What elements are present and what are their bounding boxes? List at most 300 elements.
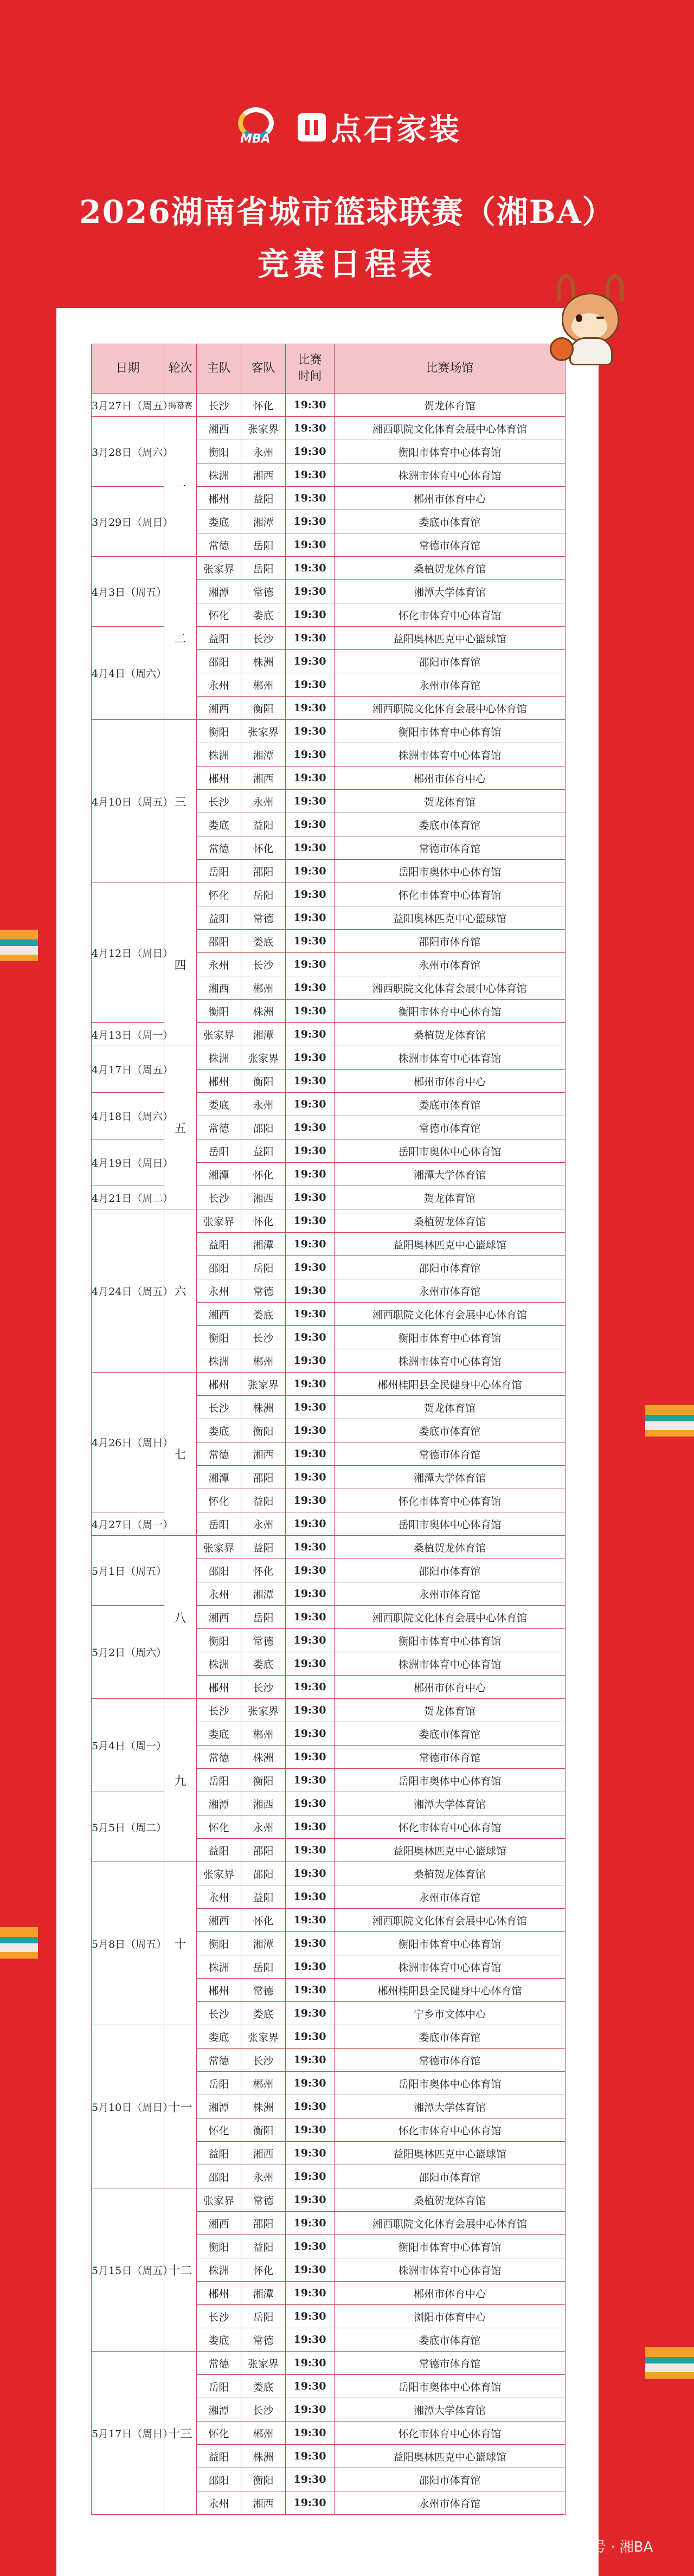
cell-away: 常德: [241, 2328, 286, 2352]
header-time-line1: 比赛: [298, 353, 322, 367]
cell-venue: 岳阳市奥体中心体育馆: [335, 860, 566, 883]
cell-venue: 湘西职院文化体育会展中心体育馆: [335, 417, 566, 440]
cell-home: 株洲: [197, 2258, 241, 2282]
cell-home: 长沙: [197, 1186, 241, 1209]
cell-venue: 株洲市体育中心体育馆: [335, 1046, 566, 1070]
cell-home: 常德: [197, 533, 241, 557]
cell-home: 益阳: [197, 1839, 241, 1862]
cell-away: 株洲: [241, 2095, 286, 2118]
cell-away: 怀化: [241, 394, 286, 417]
cell-home: 娄底: [197, 2328, 241, 2352]
cell-venue: 娄底市体育馆: [335, 1419, 566, 1442]
cell-time: 19:30: [286, 883, 335, 906]
cell-date: 4月27日（周一）: [92, 1512, 164, 1536]
cell-round: 揭幕赛: [164, 394, 197, 417]
cell-home: 岳阳: [197, 1139, 241, 1163]
cell-venue: 衡阳市体育中心体育馆: [335, 1932, 566, 1955]
watermark: [537, 2536, 653, 2556]
cell-time: 19:30: [286, 860, 335, 883]
cell-time: 19:30: [286, 1209, 335, 1233]
mba-logo-text: MBA: [240, 132, 271, 146]
cell-away: 娄底: [241, 1303, 286, 1326]
cell-away: 岳阳: [241, 533, 286, 557]
header-date: 日期: [92, 344, 164, 394]
cell-venue: 郴州市体育中心: [335, 1070, 566, 1093]
cell-time: 19:30: [286, 1396, 335, 1419]
cell-time: 19:30: [286, 1559, 335, 1582]
cell-time: 19:30: [286, 790, 335, 813]
cell-time: 19:30: [286, 1442, 335, 1466]
cell-venue: 株洲市体育中心体育馆: [335, 2258, 566, 2282]
cell-away: 湘西: [241, 1792, 286, 1815]
cell-home: 张家界: [197, 1536, 241, 1559]
cell-date: 5月1日（周五）: [92, 1536, 164, 1606]
cell-home: 衡阳: [197, 440, 241, 463]
cell-venue: 岳阳市奥体中心体育馆: [335, 1512, 566, 1536]
cell-home: 湘潭: [197, 1792, 241, 1815]
cell-venue: 郴州桂阳县全民健身中心体育馆: [335, 1979, 566, 2002]
cell-date: 3月29日（周日）: [92, 487, 164, 557]
cell-home: 永州: [197, 1885, 241, 1909]
cell-home: 衡阳: [197, 1000, 241, 1023]
cell-away: 湘潭: [241, 2282, 286, 2305]
cell-time: 19:30: [286, 510, 335, 533]
cell-away: 张家界: [241, 1699, 286, 1722]
cell-venue: 娄底市体育馆: [335, 2328, 566, 2352]
deer-mascot-icon: [548, 271, 629, 363]
cell-home: 衡阳: [197, 720, 241, 743]
cell-home: 娄底: [197, 1722, 241, 1746]
cell-home: 娄底: [197, 1419, 241, 1442]
cell-away: 郴州: [241, 673, 286, 697]
cell-home: 郴州: [197, 1979, 241, 2002]
cell-venue: 益阳奥林匹克中心篮球馆: [335, 1233, 566, 1256]
cell-home: 长沙: [197, 2002, 241, 2025]
cell-time: 19:30: [286, 976, 335, 1000]
cell-away: 常德: [241, 580, 286, 603]
cell-away: 邵阳: [241, 1116, 286, 1139]
cell-venue: 常德市体育馆: [335, 1116, 566, 1139]
cell-home: 湘潭: [197, 1163, 241, 1186]
table-row: [92, 1792, 566, 1815]
cell-time: 19:30: [286, 1279, 335, 1303]
cell-away: 湘潭: [241, 510, 286, 533]
cell-time: 19:30: [286, 2235, 335, 2258]
cell-venue: 怀化市体育中心体育馆: [335, 2422, 566, 2445]
cell-date: 5月15日（周五）: [92, 2188, 164, 2352]
table-row: [92, 2025, 566, 2049]
cell-home: 益阳: [197, 1233, 241, 1256]
cell-time: 19:30: [286, 2282, 335, 2305]
cell-time: 19:30: [286, 767, 335, 790]
cell-round: 七: [164, 1373, 197, 1536]
cell-home: 常德: [197, 2049, 241, 2072]
table-row: [92, 2188, 566, 2212]
cell-home: 衡阳: [197, 1932, 241, 1955]
cell-venue: 娄底市体育馆: [335, 510, 566, 533]
cell-home: 郴州: [197, 767, 241, 790]
cell-away: 益阳: [241, 2235, 286, 2258]
table-row: [92, 1536, 566, 1559]
decor-stripe-right-1: [645, 1405, 694, 1437]
cell-venue: 湘潭大学体育馆: [335, 580, 566, 603]
cell-venue: 益阳奥林匹克中心篮球馆: [335, 2142, 566, 2165]
cell-home: 邵阳: [197, 2165, 241, 2188]
cell-home: 常德: [197, 1116, 241, 1139]
cell-time: 19:30: [286, 1815, 335, 1839]
cell-venue: 贺龙体育馆: [335, 394, 566, 417]
cell-home: 衡阳: [197, 1629, 241, 1652]
cell-time: 19:30: [286, 650, 335, 673]
cell-venue: 湘西职院文化体育会展中心体育馆: [335, 1909, 566, 1932]
cell-home: 长沙: [197, 1396, 241, 1419]
cell-date: 5月10日（周日）: [92, 2025, 164, 2188]
cell-home: 湘西: [197, 976, 241, 1000]
cell-venue: 常德市体育馆: [335, 1746, 566, 1769]
table-row: [92, 1139, 566, 1163]
cell-away: 张家界: [241, 720, 286, 743]
cell-away: 张家界: [241, 417, 286, 440]
cell-away: 株洲: [241, 1000, 286, 1023]
cell-away: 衡阳: [241, 1769, 286, 1792]
cell-home: 株洲: [197, 743, 241, 767]
cell-home: 常德: [197, 1442, 241, 1466]
table-row: [92, 1862, 566, 1885]
cell-venue: 郴州市体育中心: [335, 487, 566, 510]
cell-home: 常德: [197, 1746, 241, 1769]
cell-away: 长沙: [241, 2398, 286, 2422]
cell-time: 19:30: [286, 1233, 335, 1256]
cell-venue: 岳阳市奥体中心体育馆: [335, 1139, 566, 1163]
cell-time: 19:30: [286, 1349, 335, 1373]
cell-home: 常德: [197, 836, 241, 860]
cell-time: 19:30: [286, 2188, 335, 2212]
cell-venue: 怀化市体育中心体育馆: [335, 883, 566, 906]
cell-away: 湘西: [241, 1186, 286, 1209]
sponsor-logos: [0, 108, 694, 146]
cell-away: 怀化: [241, 1209, 286, 1233]
cell-away: 衡阳: [241, 2118, 286, 2142]
cell-venue: 湘潭大学体育馆: [335, 2095, 566, 2118]
cell-venue: 贺龙体育馆: [335, 1186, 566, 1209]
cell-venue: 浏阳市体育中心: [335, 2305, 566, 2328]
cell-home: 湘潭: [197, 1466, 241, 1489]
cell-away: 常德: [241, 2188, 286, 2212]
table-row: [92, 1186, 566, 1209]
cell-home: 长沙: [197, 790, 241, 813]
cell-time: 19:30: [286, 580, 335, 603]
cell-time: 19:30: [286, 673, 335, 697]
cell-away: 张家界: [241, 2025, 286, 2049]
cell-away: 衡阳: [241, 1070, 286, 1093]
cell-away: 娄底: [241, 2375, 286, 2398]
cell-venue: 常德市体育馆: [335, 2049, 566, 2072]
cell-away: 益阳: [241, 487, 286, 510]
cell-time: 19:30: [286, 813, 335, 836]
cell-home: 永州: [197, 1279, 241, 1303]
cell-venue: 益阳奥林匹克中心篮球馆: [335, 2445, 566, 2468]
cell-venue: 湘潭大学体育馆: [335, 1792, 566, 1815]
cell-venue: 桑植贺龙体育馆: [335, 557, 566, 580]
cell-venue: 常德市体育馆: [335, 1442, 566, 1466]
cell-away: 常德: [241, 906, 286, 930]
cell-round: 六: [164, 1209, 197, 1373]
cell-home: 衡阳: [197, 1326, 241, 1349]
cell-home: 湘西: [197, 1909, 241, 1932]
cell-venue: 邵阳市体育馆: [335, 650, 566, 673]
cell-time: 19:30: [286, 1093, 335, 1116]
cell-away: 益阳: [241, 1489, 286, 1512]
cell-venue: 怀化市体育中心体育馆: [335, 1815, 566, 1839]
header-venue: 比赛场馆: [335, 344, 566, 394]
schedule-table: [91, 344, 566, 2515]
cell-home: 永州: [197, 1582, 241, 1606]
cell-time: 19:30: [286, 2258, 335, 2282]
cell-time: 19:30: [286, 2491, 335, 2515]
cell-time: 19:30: [286, 440, 335, 463]
cell-venue: 湘西职院文化体育会展中心体育馆: [335, 1606, 566, 1629]
cell-home: 永州: [197, 953, 241, 976]
cell-home: 怀化: [197, 603, 241, 627]
cell-home: 岳阳: [197, 1769, 241, 1792]
cell-home: 怀化: [197, 883, 241, 906]
cell-away: 湘西: [241, 767, 286, 790]
cell-away: 张家界: [241, 1373, 286, 1396]
cell-date: 4月12日（周日）: [92, 883, 164, 1023]
cell-venue: 湘潭大学体育馆: [335, 2398, 566, 2422]
cell-away: 怀化: [241, 1909, 286, 1932]
cell-away: 郴州: [241, 1349, 286, 1373]
cell-away: 岳阳: [241, 1606, 286, 1629]
cell-time: 19:30: [286, 2118, 335, 2142]
cell-venue: 株洲市体育中心体育馆: [335, 743, 566, 767]
cell-home: 益阳: [197, 2142, 241, 2165]
cell-venue: 常德市体育馆: [335, 836, 566, 860]
cell-date: 5月8日（周五）: [92, 1862, 164, 2025]
cell-time: 19:30: [286, 463, 335, 487]
schedule-panel: [56, 308, 599, 2576]
cell-time: 19:30: [286, 1023, 335, 1046]
cell-away: 郴州: [241, 976, 286, 1000]
table-row: [92, 720, 566, 743]
cell-time: 19:30: [286, 2049, 335, 2072]
cell-time: 19:30: [286, 1466, 335, 1489]
cell-time: 19:30: [286, 1652, 335, 1676]
wechat-icon: [537, 2538, 558, 2555]
decor-stripe-left-2: [0, 1927, 38, 1959]
cell-home: 益阳: [197, 2445, 241, 2468]
cell-away: 怀化: [241, 1559, 286, 1582]
cell-time: 19:30: [286, 1582, 335, 1606]
cell-time: 19:30: [286, 1139, 335, 1163]
cell-time: 19:30: [286, 906, 335, 930]
table-row: [92, 1512, 566, 1536]
table-row: [92, 1046, 566, 1070]
cell-venue: 永州市体育馆: [335, 673, 566, 697]
cell-time: 19:30: [286, 1116, 335, 1139]
cell-away: 益阳: [241, 813, 286, 836]
cell-venue: 岳阳市奥体中心体育馆: [335, 2072, 566, 2095]
cell-away: 邵阳: [241, 1862, 286, 1885]
cell-time: 19:30: [286, 394, 335, 417]
cell-date: 3月27日（周五）: [92, 394, 164, 417]
cell-away: 岳阳: [241, 2305, 286, 2328]
header-round: 轮次: [164, 344, 197, 394]
cell-time: 19:30: [286, 2072, 335, 2095]
cell-away: 株洲: [241, 1396, 286, 1419]
cell-away: 株洲: [241, 650, 286, 673]
cell-venue: 岳阳市奥体中心体育馆: [335, 1769, 566, 1792]
cell-venue: 邵阳市体育馆: [335, 930, 566, 953]
cell-date: 3月28日（周六）: [92, 417, 164, 487]
cell-time: 19:30: [286, 743, 335, 767]
cell-away: 湘西: [241, 2142, 286, 2165]
cell-time: 19:30: [286, 1606, 335, 1629]
cell-date: 5月2日（周六）: [92, 1606, 164, 1699]
cell-home: 益阳: [197, 627, 241, 650]
cell-away: 张家界: [241, 2352, 286, 2375]
cell-time: 19:30: [286, 2305, 335, 2328]
cell-venue: 桑植贺龙体育馆: [335, 1209, 566, 1233]
cell-round: 十: [164, 1862, 197, 2025]
cell-home: 娄底: [197, 813, 241, 836]
cell-time: 19:30: [286, 1256, 335, 1279]
cell-time: 19:30: [286, 1676, 335, 1699]
cell-home: 株洲: [197, 463, 241, 487]
cell-venue: 邵阳市体育馆: [335, 1559, 566, 1582]
cell-venue: 郴州市体育中心: [335, 2282, 566, 2305]
header-away: 客队: [241, 344, 286, 394]
cell-time: 19:30: [286, 2352, 335, 2375]
cell-away: 怀化: [241, 1163, 286, 1186]
cell-time: 19:30: [286, 417, 335, 440]
cell-venue: 宁乡市文体中心: [335, 2002, 566, 2025]
cell-away: 湘潭: [241, 1582, 286, 1606]
cell-time: 19:30: [286, 1303, 335, 1326]
table-row: [92, 1699, 566, 1722]
cell-away: 郴州: [241, 2422, 286, 2445]
cell-home: 岳阳: [197, 1512, 241, 1536]
cell-venue: 常德市体育馆: [335, 2352, 566, 2375]
cell-home: 岳阳: [197, 2072, 241, 2095]
cell-venue: 湘西职院文化体育会展中心体育馆: [335, 1303, 566, 1326]
cell-home: 怀化: [197, 2422, 241, 2445]
cell-home: 长沙: [197, 2305, 241, 2328]
cell-venue: 邵阳市体育馆: [335, 2468, 566, 2491]
cell-away: 常德: [241, 1979, 286, 2002]
cell-away: 湘西: [241, 2491, 286, 2515]
cell-away: 永州: [241, 1093, 286, 1116]
cell-time: 19:30: [286, 836, 335, 860]
cell-home: 张家界: [197, 1209, 241, 1233]
cell-venue: 永州市体育馆: [335, 1885, 566, 1909]
cell-home: 怀化: [197, 1815, 241, 1839]
cell-away: 永州: [241, 1815, 286, 1839]
cell-round: 九: [164, 1699, 197, 1862]
sponsor-logo: [298, 106, 461, 149]
cell-date: 4月10日（周五）: [92, 720, 164, 883]
cell-away: 永州: [241, 2165, 286, 2188]
cell-away: 衡阳: [241, 697, 286, 720]
cell-home: 邵阳: [197, 650, 241, 673]
cell-time: 19:30: [286, 1885, 335, 1909]
cell-time: 19:30: [286, 1746, 335, 1769]
cell-time: 19:30: [286, 2002, 335, 2025]
table-row: [92, 1093, 566, 1116]
cell-venue: 郴州桂阳县全民健身中心体育馆: [335, 1373, 566, 1396]
cell-date: 4月3日（周五）: [92, 557, 164, 627]
cell-venue: 衡阳市体育中心体育馆: [335, 1629, 566, 1652]
cell-home: 湘西: [197, 697, 241, 720]
cell-venue: 株洲市体育中心体育馆: [335, 1652, 566, 1676]
cell-home: 湘西: [197, 1303, 241, 1326]
cell-date: 5月4日（周一）: [92, 1699, 164, 1792]
cell-time: 19:30: [286, 557, 335, 580]
cell-venue: 怀化市体育中心体育馆: [335, 1489, 566, 1512]
cell-away: 娄底: [241, 2002, 286, 2025]
header-time-line2: 时间: [298, 370, 322, 383]
cell-away: 岳阳: [241, 1955, 286, 1979]
cell-venue: 怀化市体育中心体育馆: [335, 603, 566, 627]
cell-date: 4月13日（周一）: [92, 1023, 164, 1046]
cell-away: 郴州: [241, 1722, 286, 1746]
cell-time: 19:30: [286, 1326, 335, 1349]
header-home: 主队: [197, 344, 241, 394]
decor-stripe-left-1: [0, 930, 38, 961]
cell-venue: 桑植贺龙体育馆: [335, 1862, 566, 1885]
cell-away: 湘西: [241, 463, 286, 487]
cell-round: 四: [164, 883, 197, 1046]
cell-home: 郴州: [197, 1070, 241, 1093]
cell-home: 永州: [197, 2491, 241, 2515]
cell-away: 长沙: [241, 627, 286, 650]
table-row: [92, 627, 566, 650]
cell-away: 娄底: [241, 930, 286, 953]
cell-time: 19:30: [286, 1070, 335, 1093]
cell-home: 郴州: [197, 1373, 241, 1396]
cell-venue: 怀化市体育中心体育馆: [335, 2118, 566, 2142]
table-row: [92, 883, 566, 906]
cell-time: 19:30: [286, 2328, 335, 2352]
cell-time: 19:30: [286, 1629, 335, 1652]
cell-round: 八: [164, 1536, 197, 1699]
cell-time: 19:30: [286, 1419, 335, 1442]
cell-home: 怀化: [197, 1489, 241, 1512]
cell-away: 长沙: [241, 2049, 286, 2072]
cell-time: 19:30: [286, 2422, 335, 2445]
cell-away: 湘潭: [241, 1932, 286, 1955]
cell-away: 怀化: [241, 2258, 286, 2282]
cell-home: 娄底: [197, 2025, 241, 2049]
cell-away: 张家界: [241, 1046, 286, 1070]
cell-away: 常德: [241, 1279, 286, 1303]
cell-time: 19:30: [286, 1932, 335, 1955]
watermark-text: 公众号 · 湘BA: [564, 2539, 653, 2555]
cell-away: 怀化: [241, 836, 286, 860]
cell-home: 邵阳: [197, 930, 241, 953]
cell-home: 湘西: [197, 1606, 241, 1629]
cell-round: 三: [164, 720, 197, 883]
cell-venue: 衡阳市体育中心体育馆: [335, 720, 566, 743]
cell-time: 19:30: [286, 953, 335, 976]
cell-home: 株洲: [197, 1349, 241, 1373]
cell-away: 长沙: [241, 1676, 286, 1699]
cell-venue: 郴州市体育中心: [335, 767, 566, 790]
cell-away: 株洲: [241, 2445, 286, 2468]
cell-away: 长沙: [241, 1326, 286, 1349]
cell-away: 岳阳: [241, 883, 286, 906]
cell-home: 湘潭: [197, 2095, 241, 2118]
